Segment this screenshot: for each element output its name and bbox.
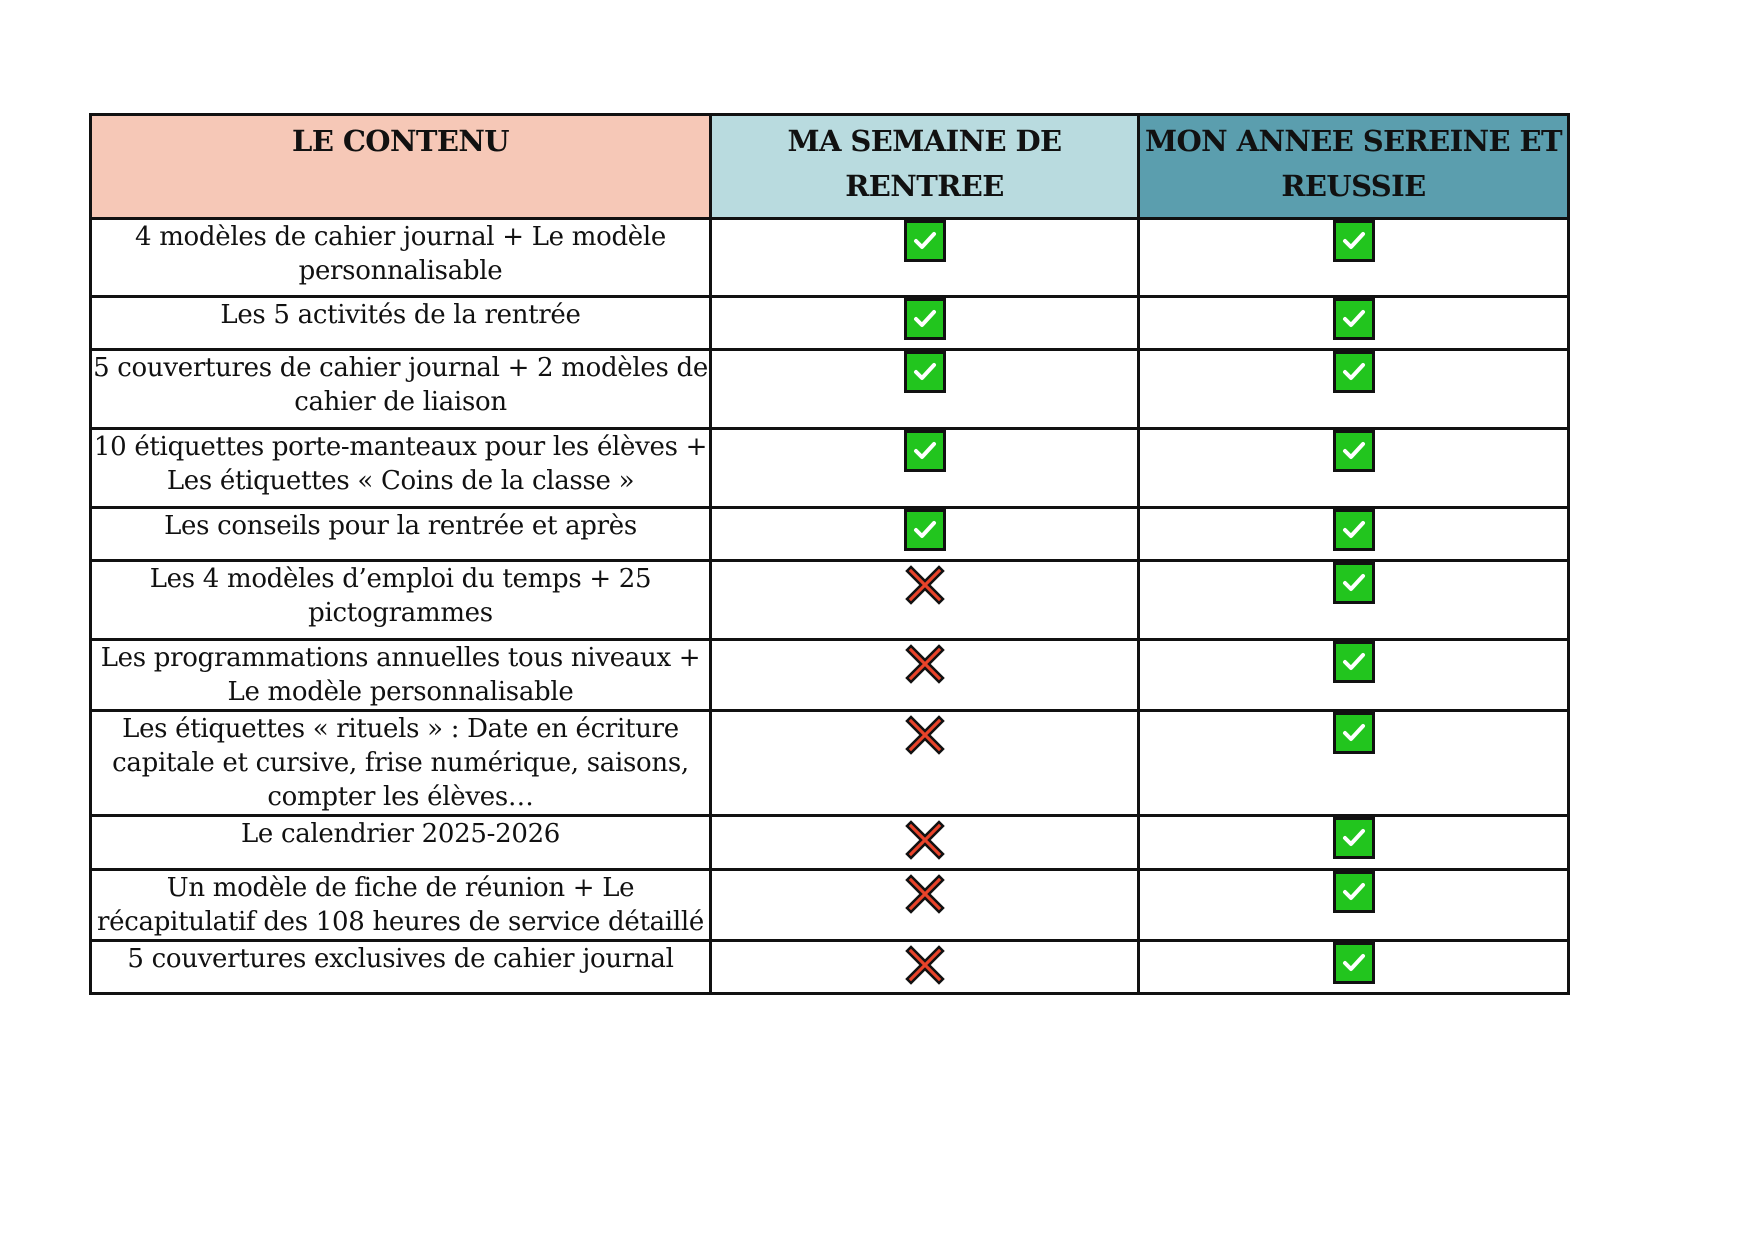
- content-cell: Un modèle de fiche de réunion + Le récapitulatif des 108 heures de service détaillé: [91, 870, 711, 941]
- annee-cell: [1139, 297, 1569, 350]
- semaine-cell: [711, 219, 1139, 297]
- content-cell: Les 4 modèles d’emploi du temps + 25 pictogrammes: [91, 561, 711, 640]
- check-icon: [1333, 942, 1375, 984]
- header-semaine: MA SEMAINE DE RENTREE: [711, 115, 1139, 219]
- table-row: [91, 561, 1569, 640]
- check-icon: [1333, 298, 1375, 340]
- annee-cell: [1139, 350, 1569, 429]
- table-row: [91, 870, 1569, 941]
- content-cell: Le calendrier 2025-2026: [91, 816, 711, 870]
- check-icon: [1333, 871, 1375, 913]
- header-row: [91, 115, 1569, 219]
- content-cell: 5 couvertures de cahier journal + 2 modèles de cahier de liaison: [91, 350, 711, 429]
- annee-cell: [1139, 816, 1569, 870]
- table-row: [91, 816, 1569, 870]
- content-cell: Les 5 activités de la rentrée: [91, 297, 711, 350]
- semaine-cell: [711, 508, 1139, 561]
- table-row: [91, 219, 1569, 297]
- annee-cell: [1139, 640, 1569, 711]
- check-icon: [1333, 562, 1375, 604]
- comparison-table: [89, 113, 1570, 995]
- cross-icon: [902, 562, 948, 608]
- check-icon: [904, 298, 946, 340]
- semaine-cell: [711, 711, 1139, 816]
- check-icon: [904, 430, 946, 472]
- check-icon: [1333, 430, 1375, 472]
- cross-icon: [902, 712, 948, 758]
- annee-cell: [1139, 561, 1569, 640]
- cross-icon: [902, 817, 948, 863]
- cross-icon: [902, 641, 948, 687]
- check-icon: [904, 351, 946, 393]
- cross-icon: [902, 871, 948, 917]
- content-cell: Les étiquettes « rituels » : Date en écriture capitale et cursive, frise numérique, saisons, compter les élèves…: [91, 711, 711, 816]
- table-row: [91, 640, 1569, 711]
- annee-cell: [1139, 941, 1569, 994]
- check-icon: [1333, 817, 1375, 859]
- annee-cell: [1139, 711, 1569, 816]
- annee-cell: [1139, 870, 1569, 941]
- check-icon: [1333, 509, 1375, 551]
- table-row: [91, 350, 1569, 429]
- table-row: [91, 297, 1569, 350]
- semaine-cell: [711, 297, 1139, 350]
- header-annee: MON ANNEE SEREINE ET REUSSIE: [1139, 115, 1569, 219]
- table-row: [91, 711, 1569, 816]
- check-icon: [1333, 641, 1375, 683]
- semaine-cell: [711, 561, 1139, 640]
- semaine-cell: [711, 350, 1139, 429]
- table-row: [91, 941, 1569, 994]
- annee-cell: [1139, 219, 1569, 297]
- content-cell: Les conseils pour la rentrée et après: [91, 508, 711, 561]
- semaine-cell: [711, 429, 1139, 508]
- check-icon: [904, 220, 946, 262]
- table-row: [91, 429, 1569, 508]
- table-row: [91, 508, 1569, 561]
- content-cell: 4 modèles de cahier journal + Le modèle personnalisable: [91, 219, 711, 297]
- semaine-cell: [711, 870, 1139, 941]
- content-cell: Les programmations annuelles tous niveaux + Le modèle personnalisable: [91, 640, 711, 711]
- semaine-cell: [711, 941, 1139, 994]
- content-cell: 5 couvertures exclusives de cahier journal: [91, 941, 711, 994]
- annee-cell: [1139, 508, 1569, 561]
- semaine-cell: [711, 640, 1139, 711]
- cross-icon: [902, 942, 948, 988]
- semaine-cell: [711, 816, 1139, 870]
- header-content: LE CONTENU: [91, 115, 711, 219]
- annee-cell: [1139, 429, 1569, 508]
- check-icon: [1333, 220, 1375, 262]
- check-icon: [1333, 351, 1375, 393]
- check-icon: [904, 509, 946, 551]
- content-cell: 10 étiquettes porte-manteaux pour les élèves + Les étiquettes « Coins de la classe »: [91, 429, 711, 508]
- check-icon: [1333, 712, 1375, 754]
